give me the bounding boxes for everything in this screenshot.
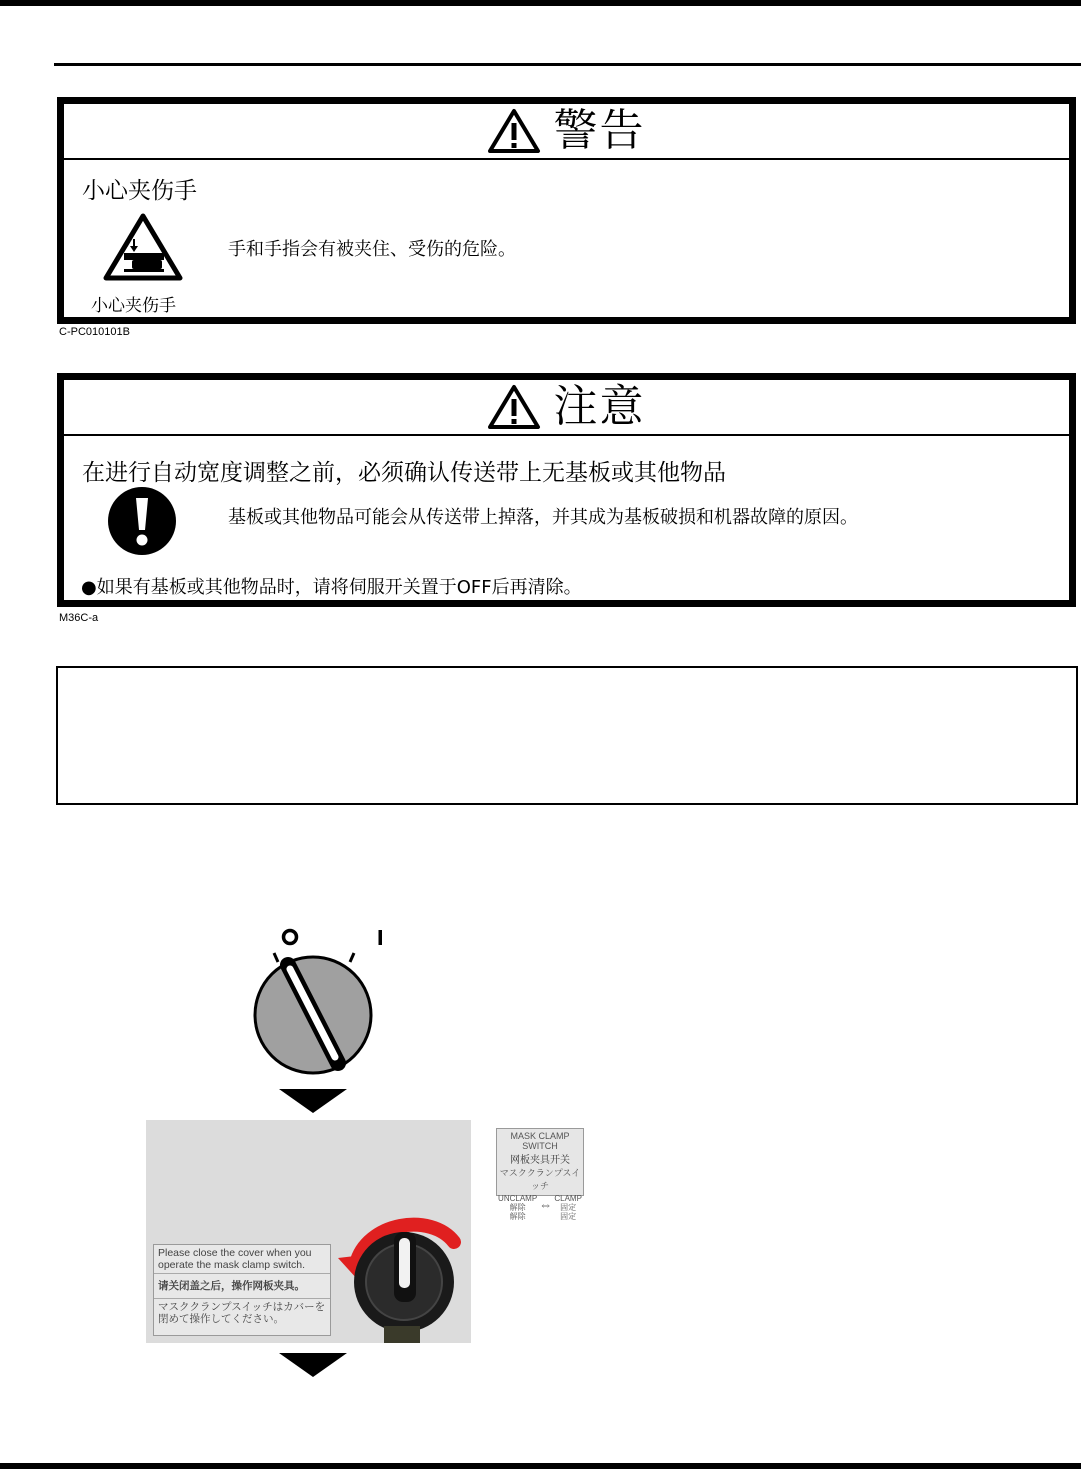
caution-description: 基板或其他物品可能会从传送带上掉落，并其成为基板破损和机器故障的原因。 — [228, 507, 858, 528]
warning-code: C-PC010101B — [59, 326, 130, 338]
down-arrow-icon-2 — [279, 1353, 347, 1377]
off-position-mark — [284, 931, 297, 944]
bottom-rule — [0, 1463, 1081, 1469]
warning-header — [64, 104, 1069, 160]
caution-title: 注意 — [553, 381, 646, 432]
caution-instruction: ●如果有基板或其他物品时，请将伺服开关置于OFF后再清除。 — [81, 577, 582, 598]
hazard-icon-caption: 小心夹伤手 — [91, 296, 176, 316]
on-position-mark — [379, 930, 383, 945]
warning-box — [57, 97, 1076, 324]
warning-title: 警告 — [553, 105, 646, 156]
warning-heading: 小心夹伤手 — [82, 178, 197, 204]
mandatory-exclamation-icon — [107, 486, 177, 556]
caution-code: M36C-a — [59, 612, 99, 624]
down-arrow-icon — [279, 1089, 347, 1113]
warning-triangle-icon — [488, 108, 540, 154]
notice-label-panel: Please close the cover when you operate the mask clamp switch. 请关闭盖之后，操作网板夹具。 マスククランプスイッチはカバーを閉めて操作してください。 — [153, 1244, 331, 1336]
caution-header — [64, 380, 1069, 436]
hand-pinch-hazard-icon — [102, 212, 184, 282]
mask-clamp-label-panel: MASK CLAMP SWITCH 网板夹具开关 マスククランプスイッチ UNCLAMP 解除 解除 ⇔ CLAMP 固定 固定 — [496, 1128, 584, 1196]
knob-photo — [336, 1194, 471, 1343]
caution-box — [57, 373, 1076, 607]
note-box — [56, 666, 1078, 805]
caution-triangle-icon — [488, 384, 540, 430]
switch-diagram — [240, 920, 390, 1080]
header-rule — [54, 63, 1081, 66]
top-rule — [0, 0, 1081, 6]
warning-description: 手和手指会有被夹住、受伤的危险。 — [228, 239, 516, 260]
double-arrow-icon: ⇔ — [539, 1197, 553, 1212]
mask-clamp-switch-photo — [146, 1120, 582, 1343]
caution-heading: 在进行自动宽度调整之前，必须确认传送带上无基板或其他物品 — [82, 460, 726, 486]
